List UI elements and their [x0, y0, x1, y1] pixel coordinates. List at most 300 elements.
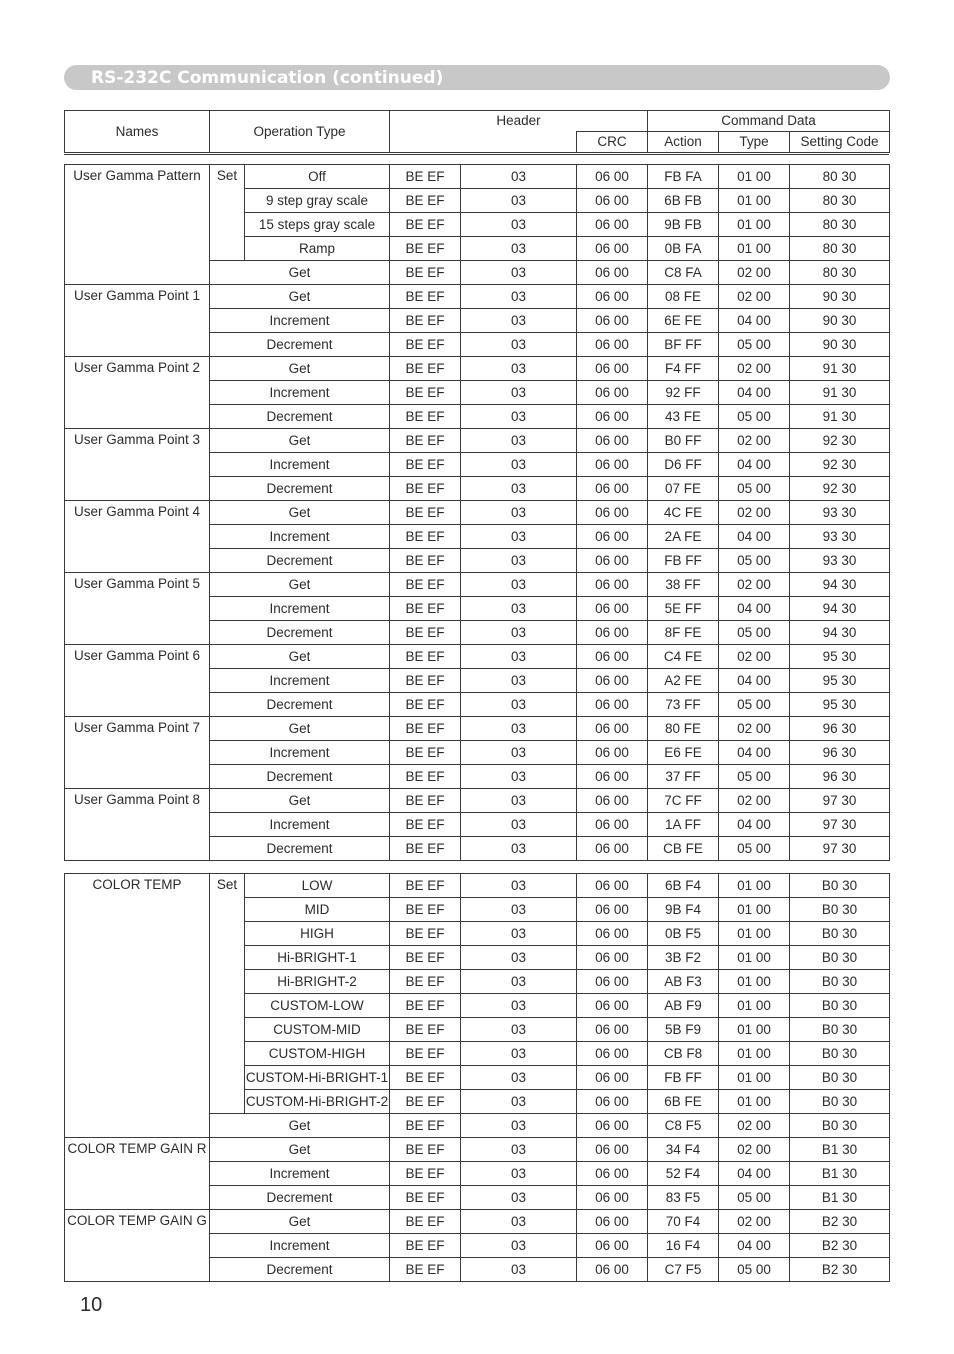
- crc-cell: 2A FE: [648, 525, 719, 549]
- type-cell: 93 30: [790, 549, 890, 573]
- section-title: RS-232C Communication (continued): [91, 68, 444, 88]
- col-setting-code-header: Setting Code: [790, 132, 890, 153]
- crc-cell: A2 FE: [648, 669, 719, 693]
- col-type-header: Type: [719, 132, 790, 153]
- crc-cell: AB F3: [648, 970, 719, 994]
- operation-cell: Decrement: [210, 477, 390, 501]
- crc-cell: 9B FB: [648, 213, 719, 237]
- operation-cell: Decrement: [210, 837, 390, 861]
- header-0600-cell: 06 00: [577, 789, 648, 813]
- action-cell: 02 00: [719, 1138, 790, 1162]
- header-bytes-cell: BE EF: [390, 1018, 461, 1042]
- command-name: User Gamma Pattern: [65, 165, 210, 285]
- crc-cell: 34 F4: [648, 1138, 719, 1162]
- header-bytes-cell: BE EF: [390, 1042, 461, 1066]
- crc-cell: CB F8: [648, 1042, 719, 1066]
- operation-cell: Get: [210, 429, 390, 453]
- header-bytes-cell: BE EF: [390, 1258, 461, 1282]
- type-cell: 91 30: [790, 381, 890, 405]
- type-cell: 95 30: [790, 669, 890, 693]
- header-bytes-cell: BE EF: [390, 813, 461, 837]
- action-cell: 04 00: [719, 669, 790, 693]
- type-cell: 96 30: [790, 741, 890, 765]
- crc-cell: E6 FE: [648, 741, 719, 765]
- operation-cell: Get: [210, 1210, 390, 1234]
- header-0600-cell: 06 00: [577, 525, 648, 549]
- header-bytes-cell: BE EF: [390, 285, 461, 309]
- type-cell: 80 30: [790, 189, 890, 213]
- action-cell: 01 00: [719, 898, 790, 922]
- type-cell: 92 30: [790, 429, 890, 453]
- table-row: [65, 357, 890, 381]
- action-cell: 04 00: [719, 741, 790, 765]
- header-0600-cell: 06 00: [577, 237, 648, 261]
- header-0600-cell: 06 00: [577, 261, 648, 285]
- col-operation-type-header: Operation Type: [210, 111, 390, 153]
- type-cell: 92 30: [790, 477, 890, 501]
- command-name: User Gamma Point 1: [65, 285, 210, 357]
- header-0600-cell: 06 00: [577, 645, 648, 669]
- action-cell: 04 00: [719, 1162, 790, 1186]
- operation-cell: Decrement: [210, 621, 390, 645]
- crc-cell: 1A FF: [648, 813, 719, 837]
- type-cell: 80 30: [790, 165, 890, 189]
- header-03-cell: 03: [461, 573, 577, 597]
- type-cell: 90 30: [790, 285, 890, 309]
- header-03-cell: 03: [461, 765, 577, 789]
- action-cell: 01 00: [719, 922, 790, 946]
- table-row: [65, 874, 890, 898]
- header-03-cell: 03: [461, 333, 577, 357]
- col-crc-header: CRC: [577, 132, 648, 153]
- crc-cell: 6B FB: [648, 189, 719, 213]
- type-cell: B0 30: [790, 970, 890, 994]
- action-cell: 01 00: [719, 1018, 790, 1042]
- type-cell: B2 30: [790, 1258, 890, 1282]
- crc-cell: 0B FA: [648, 237, 719, 261]
- action-cell: 02 00: [719, 1210, 790, 1234]
- operation-cell: Increment: [210, 741, 390, 765]
- crc-cell: 6B FE: [648, 1090, 719, 1114]
- crc-cell: FB FF: [648, 1066, 719, 1090]
- table-row: [65, 501, 890, 525]
- action-cell: 04 00: [719, 813, 790, 837]
- crc-cell: 6B F4: [648, 874, 719, 898]
- type-cell: B0 30: [790, 1042, 890, 1066]
- header-03-cell: 03: [461, 874, 577, 898]
- operation-cell: Get: [210, 501, 390, 525]
- crc-cell: 7C FF: [648, 789, 719, 813]
- action-cell: 05 00: [719, 693, 790, 717]
- header-bytes-cell: BE EF: [390, 261, 461, 285]
- header-03-cell: 03: [461, 381, 577, 405]
- action-cell: 01 00: [719, 165, 790, 189]
- header-0600-cell: 06 00: [577, 669, 648, 693]
- table-row: [65, 165, 890, 189]
- header-03-cell: 03: [461, 1186, 577, 1210]
- crc-cell: FB FF: [648, 549, 719, 573]
- header-0600-cell: 06 00: [577, 693, 648, 717]
- header-0600-cell: 06 00: [577, 922, 648, 946]
- header-0600-cell: 06 00: [577, 1018, 648, 1042]
- type-cell: 95 30: [790, 645, 890, 669]
- header-03-cell: 03: [461, 970, 577, 994]
- header-0600-cell: 06 00: [577, 813, 648, 837]
- operation-option: Off: [245, 165, 390, 189]
- header-bytes-cell: BE EF: [390, 1066, 461, 1090]
- crc-cell: B0 FF: [648, 429, 719, 453]
- operation-cell: Decrement: [210, 765, 390, 789]
- set-label: Set: [210, 874, 245, 1114]
- operation-option: Ramp: [245, 237, 390, 261]
- header-0600-cell: 06 00: [577, 357, 648, 381]
- action-cell: 02 00: [719, 261, 790, 285]
- action-cell: 02 00: [719, 573, 790, 597]
- header-03-cell: 03: [461, 1138, 577, 1162]
- table-row: [65, 1210, 890, 1234]
- crc-cell: 9B F4: [648, 898, 719, 922]
- type-cell: 94 30: [790, 573, 890, 597]
- action-cell: 02 00: [719, 717, 790, 741]
- operation-cell: Get: [210, 1138, 390, 1162]
- crc-cell: 73 FF: [648, 693, 719, 717]
- command-table-user-gamma: [64, 164, 890, 861]
- col-action-header: Action: [648, 132, 719, 153]
- header-bytes-cell: BE EF: [390, 309, 461, 333]
- header-03-cell: 03: [461, 429, 577, 453]
- action-cell: 04 00: [719, 525, 790, 549]
- header-03-cell: 03: [461, 1258, 577, 1282]
- header-0600-cell: 06 00: [577, 1042, 648, 1066]
- operation-cell: Decrement: [210, 333, 390, 357]
- type-cell: B1 30: [790, 1138, 890, 1162]
- table-row: [65, 573, 890, 597]
- action-cell: 01 00: [719, 1042, 790, 1066]
- command-name: User Gamma Point 8: [65, 789, 210, 861]
- set-label: Set: [210, 165, 245, 261]
- crc-cell: 52 F4: [648, 1162, 719, 1186]
- operation-cell: Get: [210, 645, 390, 669]
- type-cell: 90 30: [790, 309, 890, 333]
- action-cell: 05 00: [719, 621, 790, 645]
- action-cell: 02 00: [719, 357, 790, 381]
- operation-option: CUSTOM-MID: [245, 1018, 390, 1042]
- operation-option: Hi-BRIGHT-1: [245, 946, 390, 970]
- header-03-cell: 03: [461, 285, 577, 309]
- type-cell: B0 30: [790, 1066, 890, 1090]
- header-0600-cell: 06 00: [577, 333, 648, 357]
- action-cell: 05 00: [719, 333, 790, 357]
- action-cell: 05 00: [719, 765, 790, 789]
- header-bytes-cell: BE EF: [390, 501, 461, 525]
- operation-cell: Increment: [210, 813, 390, 837]
- crc-cell: 5B F9: [648, 1018, 719, 1042]
- header-bytes-cell: BE EF: [390, 741, 461, 765]
- header-bytes-cell: BE EF: [390, 189, 461, 213]
- action-cell: 01 00: [719, 237, 790, 261]
- command-name: COLOR TEMP: [65, 874, 210, 1138]
- header-03-cell: 03: [461, 1042, 577, 1066]
- operation-option: CUSTOM-Hi-BRIGHT-2: [245, 1090, 390, 1114]
- type-cell: B0 30: [790, 1114, 890, 1138]
- action-cell: 05 00: [719, 837, 790, 861]
- header-bytes-cell: BE EF: [390, 237, 461, 261]
- header-0600-cell: 06 00: [577, 405, 648, 429]
- operation-option: CUSTOM-Hi-BRIGHT-1: [245, 1066, 390, 1090]
- header-divider: [64, 154, 889, 155]
- crc-cell: C8 FA: [648, 261, 719, 285]
- operation-cell: Decrement: [210, 405, 390, 429]
- header-0600-cell: 06 00: [577, 189, 648, 213]
- header-0600-cell: 06 00: [577, 1138, 648, 1162]
- action-cell: 04 00: [719, 309, 790, 333]
- command-name: COLOR TEMP GAIN G: [65, 1210, 210, 1282]
- header-bytes-cell: BE EF: [390, 874, 461, 898]
- header-bytes-cell: BE EF: [390, 922, 461, 946]
- type-cell: 91 30: [790, 357, 890, 381]
- header-03-cell: 03: [461, 309, 577, 333]
- header-03-cell: 03: [461, 549, 577, 573]
- header-0600-cell: 06 00: [577, 549, 648, 573]
- crc-cell: 0B F5: [648, 922, 719, 946]
- header-bytes-cell: BE EF: [390, 669, 461, 693]
- header-03-cell: 03: [461, 645, 577, 669]
- header-bytes-cell: BE EF: [390, 1114, 461, 1138]
- header-bytes-cell: BE EF: [390, 994, 461, 1018]
- crc-cell: FB FA: [648, 165, 719, 189]
- header-0600-cell: 06 00: [577, 898, 648, 922]
- action-cell: 01 00: [719, 946, 790, 970]
- crc-cell: 4C FE: [648, 501, 719, 525]
- table-header: [64, 110, 890, 153]
- operation-option: LOW: [245, 874, 390, 898]
- command-name: User Gamma Point 4: [65, 501, 210, 573]
- operation-cell: Get: [210, 357, 390, 381]
- action-cell: 04 00: [719, 1234, 790, 1258]
- crc-cell: 37 FF: [648, 765, 719, 789]
- action-cell: 01 00: [719, 970, 790, 994]
- header-0600-cell: 06 00: [577, 573, 648, 597]
- header-03-cell: 03: [461, 741, 577, 765]
- action-cell: 01 00: [719, 1090, 790, 1114]
- header-bytes-cell: BE EF: [390, 946, 461, 970]
- header-0600-cell: 06 00: [577, 1258, 648, 1282]
- crc-cell: 16 F4: [648, 1234, 719, 1258]
- operation-cell: Get: [210, 1114, 390, 1138]
- header-bytes-cell: BE EF: [390, 1162, 461, 1186]
- action-cell: 01 00: [719, 1066, 790, 1090]
- type-cell: B0 30: [790, 946, 890, 970]
- header-bytes-cell: BE EF: [390, 525, 461, 549]
- header-bytes-cell: BE EF: [390, 477, 461, 501]
- header-03-cell: 03: [461, 453, 577, 477]
- command-name: COLOR TEMP GAIN R: [65, 1138, 210, 1210]
- header-03-cell: 03: [461, 501, 577, 525]
- action-cell: 02 00: [719, 501, 790, 525]
- header-0600-cell: 06 00: [577, 1234, 648, 1258]
- header-03-cell: 03: [461, 1234, 577, 1258]
- operation-cell: Increment: [210, 525, 390, 549]
- operation-option: CUSTOM-LOW: [245, 994, 390, 1018]
- header-0600-cell: 06 00: [577, 874, 648, 898]
- header-bytes-cell: BE EF: [390, 333, 461, 357]
- crc-cell: F4 FF: [648, 357, 719, 381]
- header-0600-cell: 06 00: [577, 1090, 648, 1114]
- command-name: User Gamma Point 5: [65, 573, 210, 645]
- header-0600-cell: 06 00: [577, 477, 648, 501]
- header-bytes-cell: BE EF: [390, 1138, 461, 1162]
- operation-cell: Get: [210, 261, 390, 285]
- operation-cell: Get: [210, 717, 390, 741]
- header-bytes-cell: BE EF: [390, 549, 461, 573]
- crc-cell: BF FF: [648, 333, 719, 357]
- header-03-cell: 03: [461, 189, 577, 213]
- operation-cell: Increment: [210, 1162, 390, 1186]
- col-command-data-header: Command Data: [648, 111, 890, 132]
- header-0600-cell: 06 00: [577, 1066, 648, 1090]
- header-0600-cell: 06 00: [577, 381, 648, 405]
- crc-cell: 38 FF: [648, 573, 719, 597]
- type-cell: B1 30: [790, 1186, 890, 1210]
- operation-cell: Increment: [210, 597, 390, 621]
- operation-cell: Increment: [210, 381, 390, 405]
- type-cell: 80 30: [790, 261, 890, 285]
- crc-cell: C4 FE: [648, 645, 719, 669]
- type-cell: 93 30: [790, 501, 890, 525]
- header-bytes-cell: BE EF: [390, 429, 461, 453]
- crc-cell: 43 FE: [648, 405, 719, 429]
- action-cell: 01 00: [719, 874, 790, 898]
- crc-cell: 70 F4: [648, 1210, 719, 1234]
- type-cell: B0 30: [790, 1090, 890, 1114]
- action-cell: 02 00: [719, 789, 790, 813]
- header-bytes-cell: BE EF: [390, 898, 461, 922]
- header-0600-cell: 06 00: [577, 994, 648, 1018]
- header-0600-cell: 06 00: [577, 165, 648, 189]
- crc-cell: C8 F5: [648, 1114, 719, 1138]
- header-0600-cell: 06 00: [577, 213, 648, 237]
- type-cell: B0 30: [790, 994, 890, 1018]
- command-name: User Gamma Point 7: [65, 717, 210, 789]
- type-cell: 95 30: [790, 693, 890, 717]
- operation-cell: Increment: [210, 669, 390, 693]
- type-cell: B0 30: [790, 1018, 890, 1042]
- header-03-cell: 03: [461, 597, 577, 621]
- operation-cell: Get: [210, 573, 390, 597]
- action-cell: 02 00: [719, 429, 790, 453]
- header-03-cell: 03: [461, 1018, 577, 1042]
- header-0600-cell: 06 00: [577, 309, 648, 333]
- header-03-cell: 03: [461, 477, 577, 501]
- crc-cell: CB FE: [648, 837, 719, 861]
- header-03-cell: 03: [461, 1114, 577, 1138]
- header-03-cell: 03: [461, 898, 577, 922]
- type-cell: 96 30: [790, 717, 890, 741]
- crc-cell: AB F9: [648, 994, 719, 1018]
- header-0600-cell: 06 00: [577, 453, 648, 477]
- header-03-cell: 03: [461, 1210, 577, 1234]
- header-0600-cell: 06 00: [577, 1162, 648, 1186]
- command-name: User Gamma Point 6: [65, 645, 210, 717]
- header-0600-cell: 06 00: [577, 741, 648, 765]
- type-cell: 94 30: [790, 621, 890, 645]
- header-bytes-cell: BE EF: [390, 381, 461, 405]
- header-03-cell: 03: [461, 946, 577, 970]
- operation-option: 15 steps gray scale: [245, 213, 390, 237]
- action-cell: 01 00: [719, 213, 790, 237]
- operation-option: HIGH: [245, 922, 390, 946]
- operation-cell: Get: [210, 285, 390, 309]
- table-row: [65, 645, 890, 669]
- header-03-cell: 03: [461, 693, 577, 717]
- type-cell: B0 30: [790, 922, 890, 946]
- header-bytes-cell: BE EF: [390, 645, 461, 669]
- action-cell: 05 00: [719, 1258, 790, 1282]
- operation-cell: Increment: [210, 1234, 390, 1258]
- table-row: [65, 1138, 890, 1162]
- header-0600-cell: 06 00: [577, 621, 648, 645]
- table-row: [65, 429, 890, 453]
- header-03-cell: 03: [461, 813, 577, 837]
- header-spacer: [390, 132, 577, 153]
- action-cell: 05 00: [719, 1186, 790, 1210]
- header-bytes-cell: BE EF: [390, 357, 461, 381]
- header-03-cell: 03: [461, 717, 577, 741]
- header-0600-cell: 06 00: [577, 501, 648, 525]
- operation-option: CUSTOM-HIGH: [245, 1042, 390, 1066]
- header-0600-cell: 06 00: [577, 285, 648, 309]
- header-bytes-cell: BE EF: [390, 621, 461, 645]
- operation-cell: Increment: [210, 453, 390, 477]
- col-header-header: Header: [390, 111, 648, 132]
- header-0600-cell: 06 00: [577, 429, 648, 453]
- header-03-cell: 03: [461, 1162, 577, 1186]
- header-03-cell: 03: [461, 405, 577, 429]
- header-03-cell: 03: [461, 1066, 577, 1090]
- type-cell: 97 30: [790, 813, 890, 837]
- header-03-cell: 03: [461, 669, 577, 693]
- header-03-cell: 03: [461, 621, 577, 645]
- type-cell: 90 30: [790, 333, 890, 357]
- col-names-header: Names: [65, 111, 210, 153]
- operation-cell: Decrement: [210, 693, 390, 717]
- header-0600-cell: 06 00: [577, 1186, 648, 1210]
- header-03-cell: 03: [461, 837, 577, 861]
- type-cell: B2 30: [790, 1210, 890, 1234]
- header-03-cell: 03: [461, 789, 577, 813]
- header-03-cell: 03: [461, 237, 577, 261]
- header-bytes-cell: BE EF: [390, 453, 461, 477]
- header-bytes-cell: BE EF: [390, 789, 461, 813]
- crc-cell: 80 FE: [648, 717, 719, 741]
- page-number: 10: [80, 1294, 103, 1316]
- command-name: User Gamma Point 3: [65, 429, 210, 501]
- crc-cell: 5E FF: [648, 597, 719, 621]
- type-cell: B1 30: [790, 1162, 890, 1186]
- operation-option: 9 step gray scale: [245, 189, 390, 213]
- header-03-cell: 03: [461, 1090, 577, 1114]
- crc-cell: D6 FF: [648, 453, 719, 477]
- header-bytes-cell: BE EF: [390, 1234, 461, 1258]
- type-cell: 96 30: [790, 765, 890, 789]
- header-03-cell: 03: [461, 213, 577, 237]
- crc-cell: 8F FE: [648, 621, 719, 645]
- type-cell: B2 30: [790, 1234, 890, 1258]
- action-cell: 02 00: [719, 1114, 790, 1138]
- action-cell: 02 00: [719, 645, 790, 669]
- operation-option: Hi-BRIGHT-2: [245, 970, 390, 994]
- crc-cell: 92 FF: [648, 381, 719, 405]
